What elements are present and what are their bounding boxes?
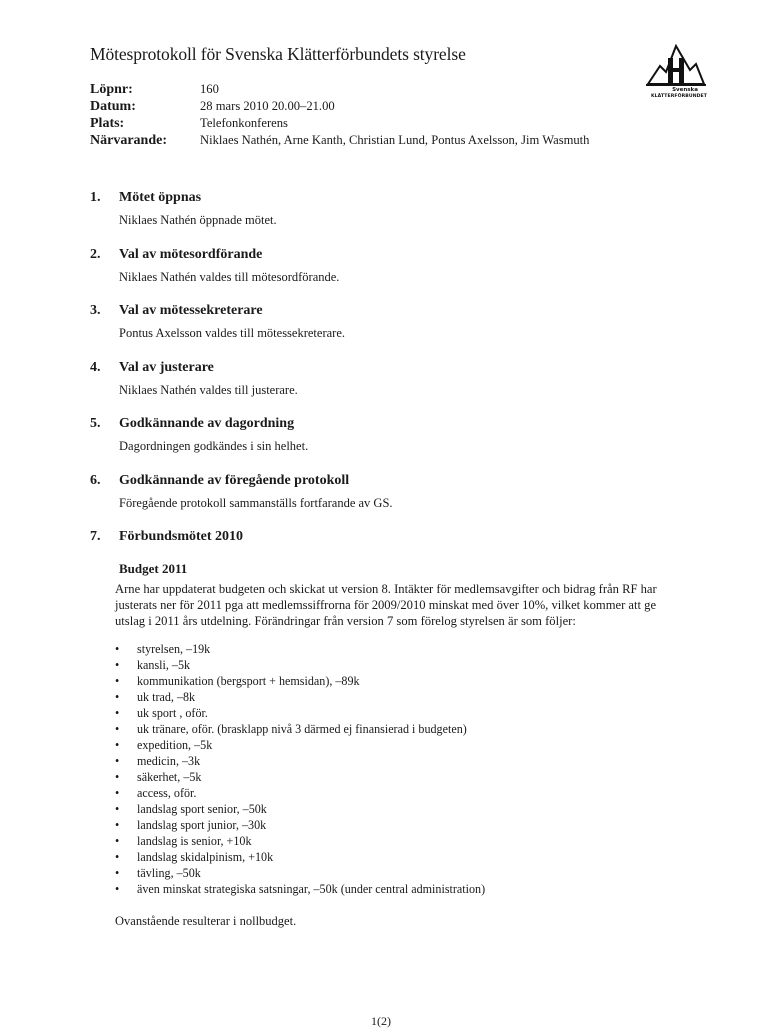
bullet-icon: • [115, 690, 120, 705]
budget-conclusion: Ovanstående resulterar i nollbudget. [115, 913, 297, 928]
bullet-icon: • [115, 817, 120, 832]
bullet-icon: • [115, 865, 120, 880]
budget-change-text: uk tränare, oför. (brasklapp nivå 3 därmed ej finansierad i budgeten) [137, 722, 467, 737]
agenda-heading [90, 414, 690, 434]
bullet-icon: • [115, 849, 120, 864]
agenda-item [90, 301, 690, 358]
budget-change-item [115, 770, 690, 786]
budget-change-text: uk sport , oför. [137, 706, 208, 721]
agenda-heading [90, 301, 690, 321]
budget-change-item [115, 642, 690, 658]
bullet-icon: • [115, 658, 120, 673]
agenda-title: Val av mötesordförande [119, 246, 263, 262]
budget-subheading: Budget 2011 [119, 561, 188, 576]
agenda-number: 5. [90, 416, 101, 431]
budget-change-text: kansli, –5k [137, 658, 191, 673]
agenda-title: Val av justerare [119, 359, 214, 375]
budget-change-text: expedition, –5k [137, 738, 213, 752]
budget-change-text: medicin, –3k [137, 753, 201, 768]
budget-change-item [115, 658, 690, 674]
budget-change-item [115, 690, 690, 706]
budget-change-item [115, 722, 690, 738]
bullet-icon: • [115, 801, 120, 816]
agenda-item [90, 188, 690, 245]
logo-line-2: KLÄTTERFÖRBUNDET [650, 94, 708, 99]
agenda-body: Föregående protokoll sammanställs fortfarande av GS. [119, 495, 393, 510]
meta-value: 28 mars 2010 20.00–21.00 [200, 99, 335, 113]
budget-change-item [115, 882, 690, 898]
agenda-item-forbundsmotet [90, 527, 690, 929]
budget-change-text: landslag sport junior, –30k [137, 817, 267, 832]
budget-change-text: säkerhet, –5k [137, 769, 202, 784]
budget-change-item [115, 786, 690, 802]
budget-change-text: kommunikation (bergsport + hemsidan), –89k [137, 674, 360, 689]
budget-change-item [115, 866, 690, 882]
agenda-item [90, 358, 690, 415]
budget-change-text: access, oför. [137, 785, 197, 800]
agenda-number: 7. [90, 529, 101, 544]
budget-change-text: landslag is senior, +10k [137, 833, 252, 848]
budget-change-item [115, 802, 690, 818]
budget-change-item [115, 834, 690, 850]
meta-value: Niklaes Nathén, Arne Kanth, Christian Lund, Pontus Axelsson, Jim Wasmuth [200, 133, 590, 147]
budget-change-item [115, 850, 690, 866]
agenda-title: Val av mötessekreterare [119, 303, 263, 318]
bullet-icon: • [115, 833, 120, 848]
meta-row [90, 98, 589, 115]
budget-change-item [115, 706, 690, 722]
mountain-h-logo-icon [646, 44, 706, 88]
agenda-body: Niklaes Nathén öppnade mötet. [119, 213, 277, 227]
budget-change-text: landslag sport senior, –50k [137, 801, 267, 816]
agenda-body: Niklaes Nathén valdes till justerare. [119, 382, 298, 397]
meta-value: 160 [200, 82, 219, 96]
agenda-heading [90, 188, 690, 208]
bullet-icon: • [115, 722, 120, 737]
bullet-icon: • [115, 674, 120, 689]
agenda-item [90, 414, 690, 471]
bullet-icon: • [115, 785, 120, 800]
bullet-icon: • [115, 706, 120, 721]
meta-row [90, 132, 589, 149]
agenda-heading [90, 245, 690, 265]
agenda-body: Dagordningen godkändes i sin helhet. [119, 439, 309, 453]
bullet-icon: • [115, 753, 120, 768]
agenda-title: Förbundsmötet 2010 [119, 529, 244, 544]
agenda-item [90, 471, 690, 528]
meta-label: Närvarande: [90, 133, 167, 148]
meta-label: Löpnr: [90, 82, 133, 97]
budget-change-item [115, 738, 690, 754]
agenda-number: 6. [90, 472, 101, 488]
bullet-icon: • [115, 642, 120, 657]
agenda-number: 4. [90, 359, 101, 375]
budget-change-text: styrelsen, –19k [137, 642, 211, 657]
bullet-icon: • [115, 769, 120, 784]
agenda-number: 2. [90, 246, 101, 262]
agenda-heading [90, 527, 690, 547]
budget-change-item [115, 818, 690, 834]
document-title: Mötesprotokoll för Svenska Klätterförbundets styrelse [90, 44, 466, 64]
budget-change-item [115, 674, 690, 690]
agenda-heading [90, 471, 690, 491]
page-number: 1(2) [371, 1014, 391, 1028]
budget-change-text: även minskat strategiska satsningar, –50k (under central administration) [137, 881, 486, 896]
budget-change-item [115, 754, 690, 770]
agenda-title: Godkännande av dagordning [119, 416, 295, 431]
budget-change-text: landslag skidalpinism, +10k [137, 849, 274, 864]
meta-label: Datum: [90, 99, 136, 114]
budget-change-text: uk trad, –8k [137, 690, 196, 705]
agenda-title: Godkännande av föregående protokoll [119, 472, 350, 488]
agenda-number: 3. [90, 303, 101, 318]
meta-row [90, 81, 589, 98]
meta-value: Telefonkonferens [200, 116, 288, 130]
bullet-icon: • [115, 881, 120, 896]
budget-change-text: tävling, –50k [137, 865, 201, 880]
logo-line-1: Svenska [672, 87, 698, 93]
agenda-body: Niklaes Nathén valdes till mötesordförande. [119, 269, 340, 284]
meta-row [90, 115, 589, 132]
agenda-sections [90, 188, 690, 527]
agenda-number: 1. [90, 190, 101, 205]
organization-logo [646, 44, 706, 102]
agenda-heading [90, 358, 690, 378]
budget-paragraph: Arne har uppdaterat budgeten och skickat ut version 8. Intäkter för medlemsavgifter och bidrag från RF har justerats ner för 2011 pga att medlemssiffrorna för 2009/2010 minskat med över 10%, vilket kommer att ge utslag i 2011 års utdelning. Förändringar från version 7 som förelog styrelsen är som följer: [115, 582, 657, 629]
bullet-icon: • [115, 738, 120, 752]
agenda-body: Pontus Axelsson valdes till mötessekreterare. [119, 326, 346, 340]
budget-changes-list [115, 642, 690, 897]
agenda-item [90, 245, 690, 302]
agenda-title: Mötet öppnas [119, 190, 202, 205]
meeting-metadata [90, 81, 589, 149]
meta-label: Plats: [90, 116, 125, 131]
